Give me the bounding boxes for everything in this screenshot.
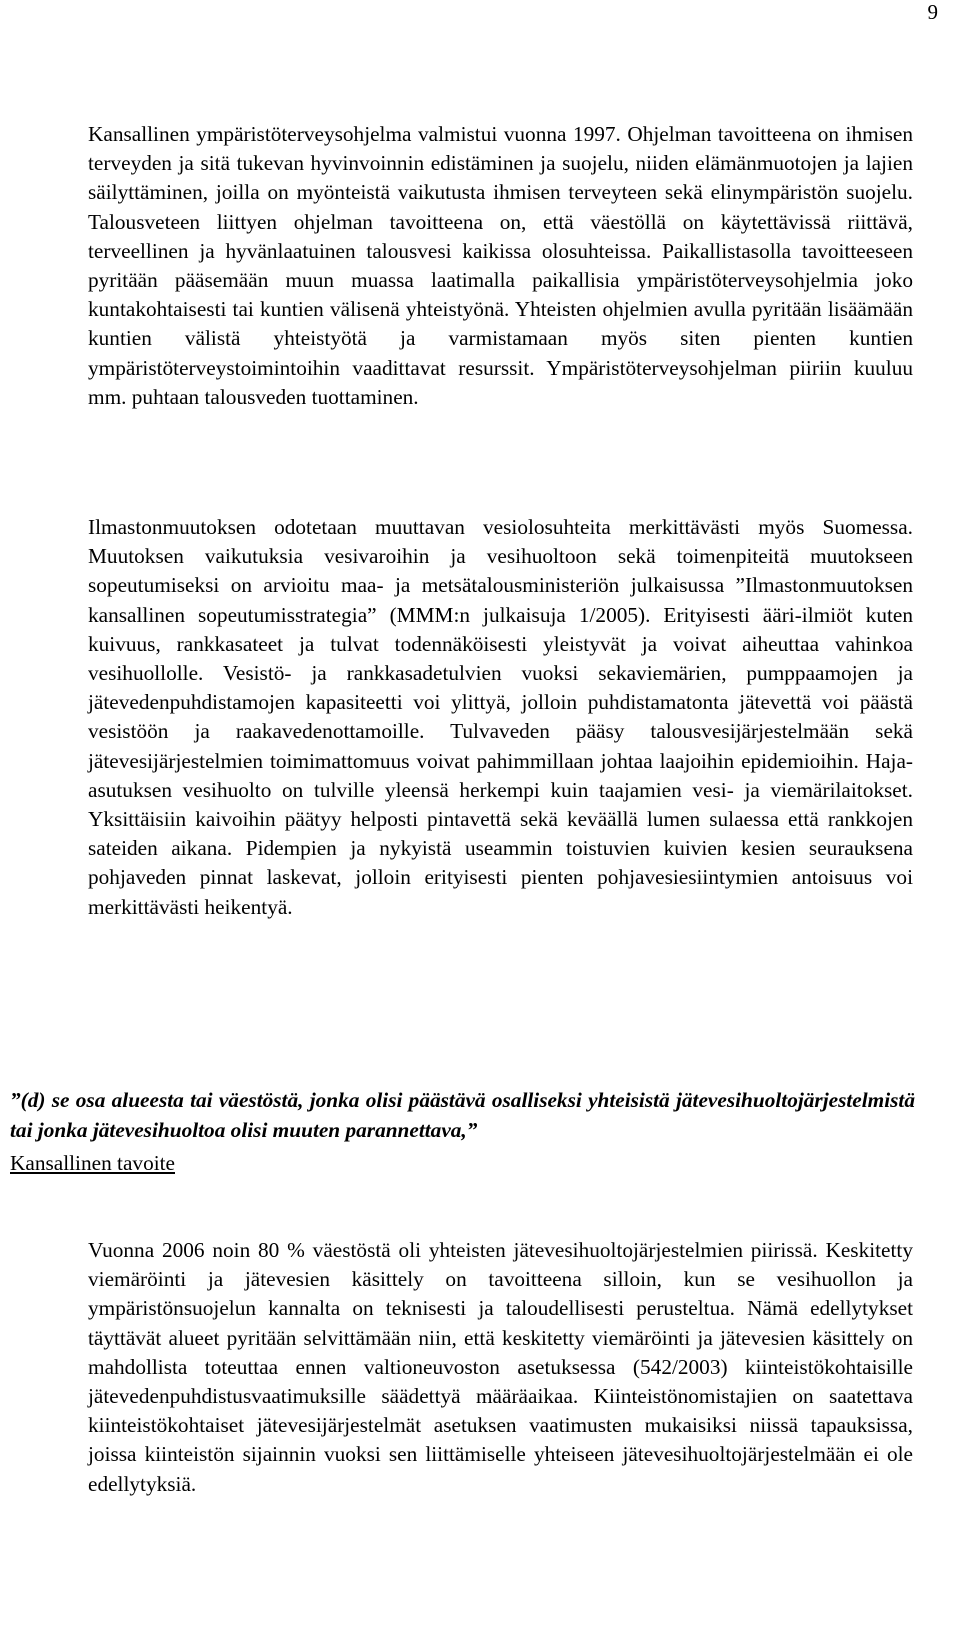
paragraph-climate-change: Ilmastonmuutoksen odotetaan muuttavan vesiolosuhteita merkittävästi myös Suomessa. Muutoksen vaikutuksia vesivaroihin ja vesihuoltoon sekä toimenpiteitä muutokseen sopeutumiseksi on arvioitu maa- ja metsätalousministeriön julkaisussa ”Ilmastonmuutoksen kansallinen sopeutumisstrategia” (MMM:n julkaisuja 1/2005). Erityisesti ääri-ilmiöt kuten kuivuus, rankkasateet ja tulvat todennäköisesti yleistyvät ja voivat aiheuttaa vahinkoa vesihuollolle. Vesistö- ja rankkasadetulvien vuoksi sekaviemärien, pumppaamojen ja jätevedenpuhdistamojen kapasiteetti voi ylittyä, jolloin puhdistamatonta jätevettä voi päästä vesistöön ja raakavedenottamoille. Tulvaveden pääsy talousvesijärjestelmään sekä jätevesijärjestelmien toimimattomuus voivat pahimmillaan johtaa laajoihin epidemioihin. Haja-asutuksen vesihuolto on tulville yleensä herkempi kuin taajamien vesi- ja viemärilaitokset. Yksittäisiin kaivoihin päätyy helposti pintavettä sekä keväällä lumen sulaessa että rankkojen sateiden aikana. Pidempien ja nykyistä useammin toistuvien kuivien kesien seurauksena pohjaveden pinnat laskevat, jolloin erityisesti pienten pohjavesiesiintymien antoisuus voi merkittävästi heikentyä. [88,515,913,919]
paragraph-environmental-health-program: Kansallinen ympäristöterveysohjelma valmistui vuonna 1997. Ohjelman tavoitteena on ihmisen terveyden ja sitä tukevan hyvinvoinnin edistäminen ja suojelu, niiden elämänmuotojen ja lajien säilyttäminen, joilla on myönteistä vaikutusta ihmisen terveyteen sekä elinympäristön suojelu. Talousveteen liittyen ohjelman tavoitteena on, että väestöllä on käytettävissä riittävä, terveellinen ja hyvänlaatuinen talousvesi kaikissa olosuhteissa. Paikallistasolla tavoitteeseen pyritään pääsemään muun muassa laatimalla paikallisia ympäristöterveysohjelmia joko kuntakohtaisesti tai kuntien välisenä yhteistyönä. Yhteisten ohjelmien avulla pyritään lisäämään kuntien välistä yhteistyötä ja varmistamaan myös siten pienten kuntien ympäristöterveystoimintoihin vaadittavat resurssit. Ympäristöterveysohjelman piiriin kuuluu mm. puhtaan talousveden tuottaminen. [88,122,913,409]
page-number: 9 [927,0,938,24]
section-heading: Kansallinen tavoite [10,1151,175,1175]
paragraph-national-target: Vuonna 2006 noin 80 % väestöstä oli yhteisten jätevesihuoltojärjestelmien piirissä. Keskitetty viemäröinti ja jätevesien käsittely on tavoitteena silloin, kun se vesihuollon ja ympäristönsuojelun kannalta on teknisesti ja taloudellisesti perusteltua. Nämä edellytykset täyttävät alueet pyritään selvittämään niin, että keskitetty viemäröinti ja jätevesien käsittely on mahdollista toteuttaa ennen valtioneuvoston asetuksessa (542/2003) kiinteistökohtaisille jätevedenpuhdistusvaatimuksille säädettyä määräaikaa. Kiinteistönomistajien on saatettava kiinteistökohtaiset jätevesijärjestelmät asetuksen vaatimusten mukaisiksi niissä tapauksissa, joissa kiinteistön sijainnin vuoksi sen liittämiselle yhteiseen jätevesihuoltojärjestelmään ei ole edellytyksiä. [88,1238,913,1496]
quoted-criterion: ”(d) se osa alueesta tai väestöstä, jonka olisi päästävä osalliseksi yhteisistä jätevesihuoltojärjestelmistä tai jonka jätevesihuoltoa olisi muuten parannettava,” [10,1088,915,1142]
